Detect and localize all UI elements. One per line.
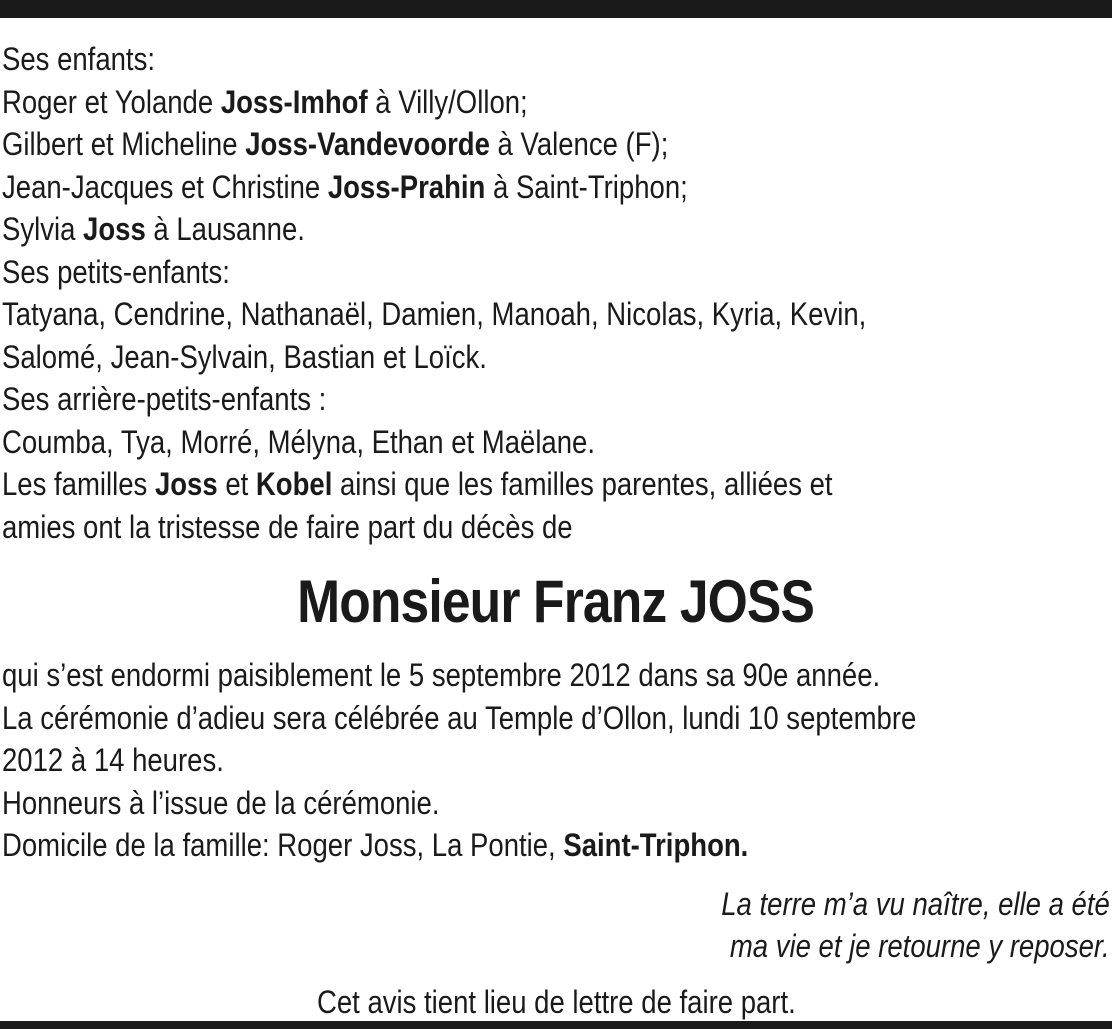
honours-line: Honneurs à l’issue de la cérémonie. [2, 784, 440, 821]
bottom-rule [0, 1021, 1112, 1029]
closing-line: Cet avis tient lieu de lettre de faire part. [316, 983, 796, 1020]
grandchildren-heading: Ses petits-enfants: [2, 253, 230, 290]
obituary-notice [2, 38, 1110, 1023]
great-grandchildren-heading: Ses arrière-petits-enfants : [2, 381, 327, 417]
domicile-line: Domicile de la famille: Roger Joss, La Pontie, Saint-Triphon. [2, 827, 749, 863]
great-grandchildren-line: Coumba, Tya, Morré, Mélyna, Ethan et Maëlane. [2, 423, 595, 460]
child-line: Roger et Yolande Joss-Imhof à Villy/Ollon; [2, 83, 528, 120]
child-surname: Joss-Imhof [220, 83, 368, 120]
quote-line: ma vie et je retourne y reposer. [730, 927, 1110, 964]
grandchildren-line: Tatyana, Cendrine, Nathanaël, Damien, Manoah, Nicolas, Kyria, Kevin, [2, 296, 867, 332]
deceased-name: Monsieur Franz JOSS [297, 568, 815, 635]
child-line: Gilbert et Micheline Joss-Vandevoorde à Valence (F); [2, 126, 669, 162]
death-line: qui s’est endormi paisiblement le 5 septembre 2012 dans sa 90e année. [2, 657, 881, 693]
children-heading: Ses enfants: [2, 41, 155, 77]
child-surname: Joss [83, 211, 146, 247]
child-surname: Joss-Prahin [327, 168, 486, 205]
family-name: Joss [154, 466, 218, 502]
domicile-place: Saint-Triphon. [563, 827, 749, 863]
quote [2, 883, 1110, 967]
child-line: Sylvia Joss à Lausanne. [2, 211, 305, 247]
families-line: amies ont la tristesse de faire part du décès de [2, 508, 573, 545]
top-rule [0, 0, 1112, 18]
grandchildren-line: Salomé, Jean-Sylvain, Bastian et Loïck. [2, 338, 487, 375]
child-surname: Joss-Vandevoorde [245, 126, 490, 162]
family-name: Kobel [255, 466, 333, 502]
families-line: Les familles Joss et Kobel ainsi que les familles parentes, alliées et [2, 466, 833, 502]
quote-line: La terre m’a vu naître, elle a été [721, 885, 1110, 922]
ceremony-line: La cérémonie d’adieu sera célébrée au Temple d’Ollon, lundi 10 septembre [2, 699, 917, 736]
child-line: Jean-Jacques et Christine Joss-Prahin à Saint-Triphon; [2, 168, 688, 205]
ceremony-line: 2012 à 14 heures. [2, 742, 224, 778]
